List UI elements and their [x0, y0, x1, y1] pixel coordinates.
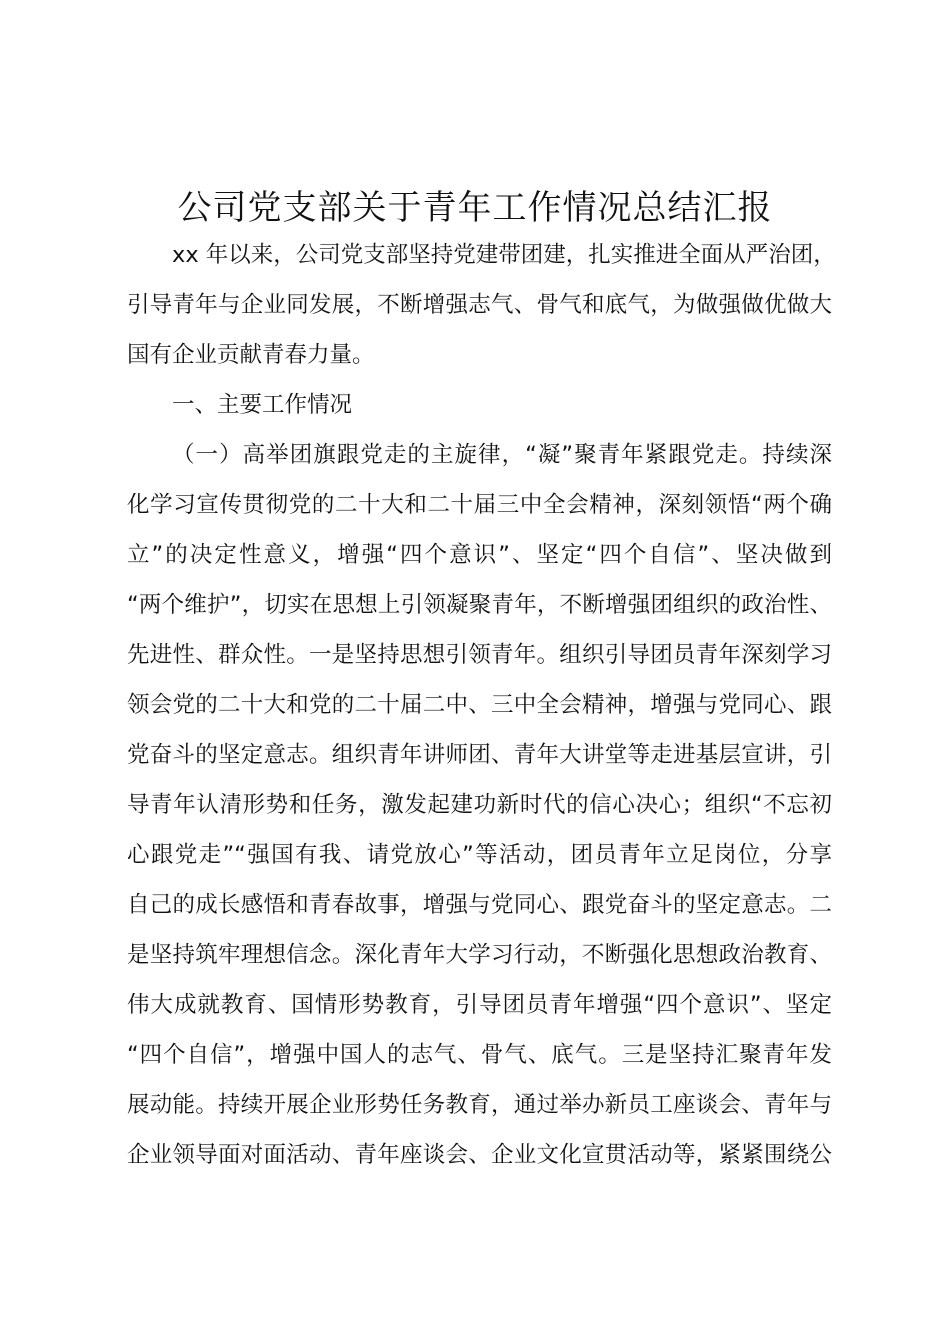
subsection-paragraph-line-10: 自己的成长感悟和青春故事，增强与党同心、跟党奋斗的坚定意志。二 [127, 892, 832, 918]
subsection-paragraph-line-8: 导青年认清形势和任务，激发起建功新时代的信心决心；组织“不忘初 [127, 792, 832, 818]
subsection-paragraph-line-3: 立”的决定性意义，增强“四个意识”、坚定“四个自信”、坚决做到 [127, 542, 832, 568]
subsection-paragraph-line-9: 心跟党走”“强国有我、请党放心”等活动，团员青年立足岗位，分享 [127, 842, 832, 868]
section-heading: 一、主要工作情况 [172, 392, 353, 418]
document-title: 公司党支部关于青年工作情况总结汇报 [177, 188, 773, 228]
subsection-paragraph-line-15: 企业领导面对面活动、青年座谈会、企业文化宣贯活动等，紧紧围绕公 [127, 1142, 832, 1168]
subsection-paragraph-line-2: 化学习宣传贯彻党的二十大和二十届三中全会精神，深刻领悟“两个确 [127, 492, 832, 518]
document-body [127, 230, 836, 1180]
subsection-paragraph-line-7: 党奋斗的坚定意志。组织青年讲师团、青年大讲堂等走进基层宣讲，引 [127, 742, 832, 768]
subsection-paragraph-line-13: “四个自信”，增强中国人的志气、骨气、底气。三是坚持汇聚青年发 [127, 1042, 832, 1068]
subsection-paragraph-line-4: “两个维护”，切实在思想上引领凝聚青年，不断增强团组织的政治性、 [127, 592, 832, 618]
intro-paragraph-line-2: 引导青年与企业同发展，不断增强志气、骨气和底气，为做强做优做大 [127, 292, 832, 318]
subsection-paragraph-line-6: 领会党的二十大和党的二十届二中、三中全会精神，增强与党同心、跟 [127, 692, 832, 718]
intro-paragraph-line-3: 国有企业贡献青春力量。 [127, 342, 375, 368]
intro-paragraph-line-1: xx 年以来，公司党支部坚持党建带团建，扎实推进全面从严治团， [172, 242, 836, 268]
subsection-paragraph-line-5: 先进性、群众性。一是坚持思想引领青年。组织引导团员青年深刻学习 [127, 642, 832, 668]
subsection-paragraph-line-1: （一）高举团旗跟党走的主旋律，“凝”聚青年紧跟党走。持续深 [172, 442, 832, 468]
subsection-paragraph-line-11: 是坚持筑牢理想信念。深化青年大学习行动，不断强化思想政治教育、 [127, 942, 832, 968]
subsection-paragraph-line-14: 展动能。持续开展企业形势任务教育，通过举办新员工座谈会、青年与 [127, 1092, 832, 1118]
subsection-paragraph-line-12: 伟大成就教育、国情形势教育，引导团员青年增强“四个意识”、坚定 [127, 992, 832, 1018]
